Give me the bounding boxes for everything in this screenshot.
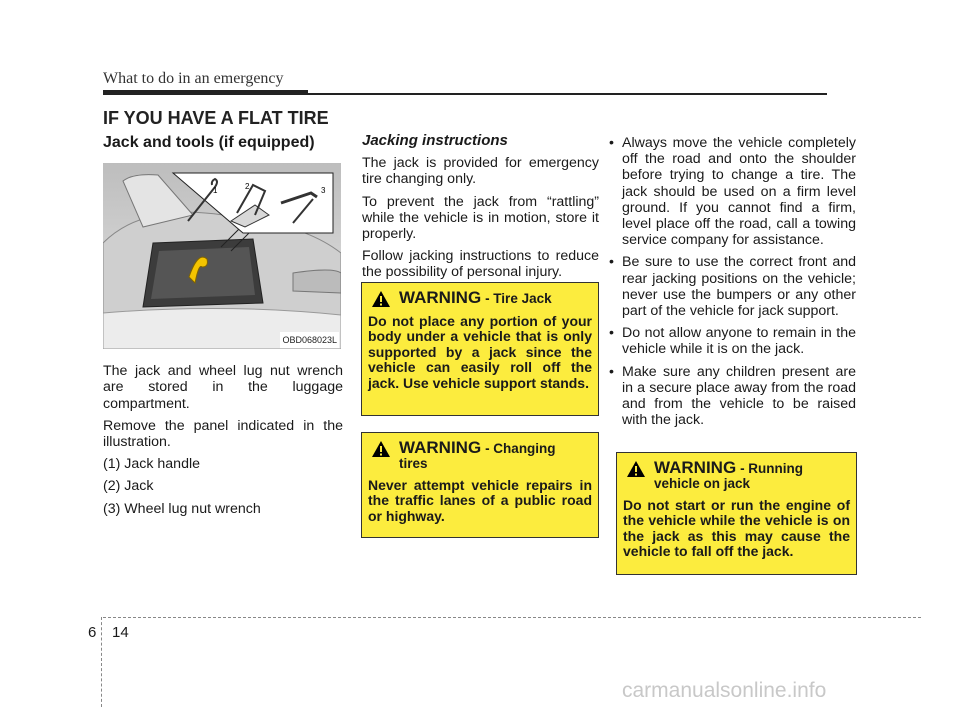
chapter-number: 6 [88, 624, 97, 641]
running-header: What to do in an emergency [103, 70, 284, 87]
callout-3: 3 [321, 186, 326, 196]
paragraph: To prevent the jack from “rattling” while the vehicle is in motion, store it properly. [362, 193, 599, 243]
warning-body: Do not place any portion of your body under a vehicle that is only supported by a jack since the vehicle can easily roll off the jack. Use vehicle support stands. [368, 313, 592, 391]
warning-triangle-icon [371, 440, 391, 458]
tool-item-2: (2) Jack [103, 478, 154, 495]
callout-2: 2 [245, 182, 250, 192]
tool-item-1: (1) Jack handle [103, 456, 200, 473]
bullet-item: • Be sure to use the correct front and rear jacking positions on the vehicle; never use the bumpers or any other part of the vehicle for jack support. [606, 254, 856, 319]
jack-tools-heading: Jack and tools (if equipped) [103, 134, 315, 151]
column-jack-tools [103, 135, 343, 523]
callout-1: 1 [213, 186, 218, 196]
trunk-with-tools-image [103, 163, 341, 349]
warning-changing-tires [361, 432, 599, 538]
safety-bullet-list [606, 135, 856, 428]
warning-body: Do not start or run the engine of the vehicle while the vehicle is on the jack as this may cause the vehicle to fall off the jack. [623, 496, 850, 560]
section-title: IF YOU HAVE A FLAT TIRE [103, 108, 329, 128]
warning-title: WARNING [399, 438, 482, 457]
footer-divider [101, 617, 102, 707]
figure-code: OBD068023L [280, 332, 339, 348]
footer-rule [103, 617, 921, 618]
column-safety-bullets [606, 135, 856, 434]
paragraph: Remove the panel indicated in the illustration. [103, 417, 343, 451]
warning-body: Never attempt vehicle repairs in the traffic lanes of a public road or highway. [368, 476, 592, 524]
warning-subtitle: - Running vehicle on jack [654, 461, 804, 492]
trunk-illustration [103, 163, 341, 349]
column-jacking-instructions [362, 133, 599, 287]
warning-subtitle: - Tire Jack [485, 291, 552, 306]
jacking-heading: Jacking instructions [362, 132, 508, 149]
warning-triangle-icon [371, 290, 391, 308]
header-rule [103, 93, 827, 95]
warning-title: WARNING [654, 458, 737, 477]
warning-running-vehicle [616, 452, 857, 575]
warning-tire-jack [361, 282, 599, 416]
bullet-item: • Make sure any children present are in a secure place away from the road and from the vehicle to be raised with the jack. [606, 364, 856, 429]
watermark: carmanualsonline.info [622, 679, 827, 702]
bullet-item: • Always move the vehicle completely off the road and onto the shoulder before trying to change a tire. The jack should be used on a firm level ground. If you cannot find a firm, level place off the road, call a towing service company for assistance. [606, 135, 856, 248]
bullet-item: • Do not allow anyone to remain in the vehicle while it is on the jack. [606, 325, 856, 357]
warning-subtitle: - Changing tires [399, 441, 556, 472]
paragraph: The jack is provided for emergency tire changing only. [362, 155, 599, 188]
page-number: 14 [112, 624, 129, 641]
warning-triangle-icon [626, 460, 646, 478]
warning-title: WARNING [399, 288, 482, 307]
paragraph: The jack and wheel lug nut wrench are stored in the luggage compartment. [103, 363, 343, 412]
paragraph: Follow jacking instructions to reduce the possibility of personal injury. [362, 248, 599, 281]
tool-item-3: (3) Wheel lug nut wrench [103, 500, 261, 517]
